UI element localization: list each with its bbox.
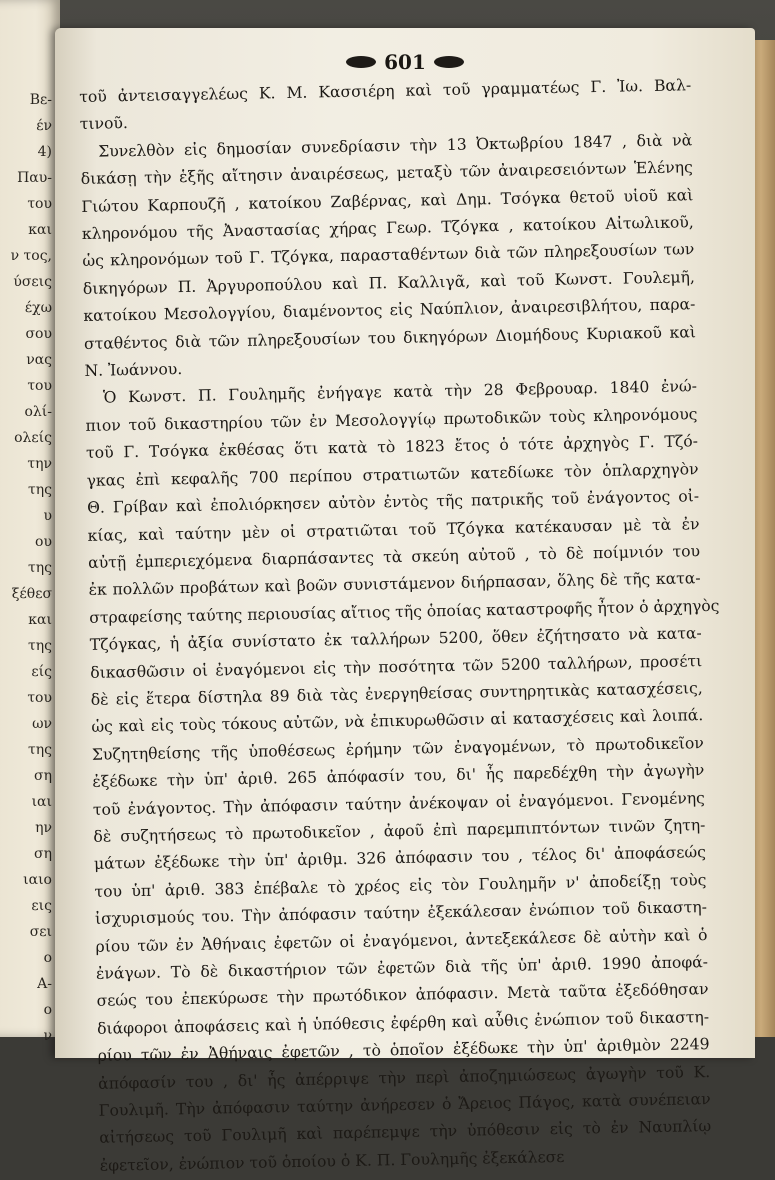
left-page-fragment: ση	[34, 768, 52, 784]
text-line: Συνελθὸν εἰς δημοσίαν συνεδρίασιν τὴν 13 Ὀκτωβρίου 1847 , διὰ νὰ	[98, 131, 693, 161]
text-line: αἰτήσεως τοῦ Γουλιμῆ καὶ παρέπεμψε τὴν ὑπόθεσιν εἰς τὸ ἐν Ναυπλίῳ	[99, 1117, 712, 1148]
left-page-fragment: Βε-	[29, 92, 52, 108]
text-line: ὡς καὶ εἰς τοὺς τόκους αὐτῶν, νὰ ἐπικυρωθῶσιν αἱ κατασχέσεις καὶ λοιπά.	[91, 706, 704, 737]
left-page-fragment: σου	[25, 326, 52, 342]
paragraph	[80, 127, 697, 385]
text-line: δικάσῃ τὴν ἑξῆς αἴτησιν ἀναιρέσεως, μεταξὺ τῶν ἀναιρεσειόντων Ἑλένης	[80, 158, 693, 189]
text-line: κληρονόμου τῆς Ἀναστασίας χήρας Γεωρ. Τζόγκα , κατοίκου Αἰτωλικοῦ,	[81, 213, 694, 244]
left-page-fragment: εις	[31, 898, 52, 914]
text-line: Συζητηθείσης τῆς ὑποθέσεως ἐρήμην τῶν ἐναγομένων, τὸ πρωτοδικεῖον	[91, 733, 704, 764]
left-page-fragment: της	[28, 742, 52, 758]
left-page-fragment: ολείς	[14, 430, 52, 446]
left-page-fragment: ύσεις	[13, 274, 52, 290]
left-page-fragment: Α-	[37, 976, 52, 992]
left-page-fragment: ο	[43, 1002, 52, 1018]
text-line: δικασθῶσιν οἱ ἐναγόμενοι εἰς τὴν ποσότητα τῶν 5200 ταλλήρων, προσέτι	[90, 651, 703, 682]
text-line: σεώς του ἐπεκύρωσε τὴν πρωτόδικον ἀπόφασιν. Μετὰ ταῦτα ἐξεδόθησαν	[96, 980, 709, 1011]
left-page-fragment: της	[28, 482, 52, 498]
text-line: αὐτῇ ἐμπεριεχόμενα διαρπάσαντες τὰ σκεύη αὐτοῦ , τὸ δὲ ποίμνιόν του	[88, 542, 701, 572]
left-page-fragment: ο	[43, 950, 52, 966]
left-page-fragment: Παυ-	[17, 170, 52, 186]
left-page-fragment: ση	[34, 846, 52, 862]
text-line: ρίου τῶν ἐν Ἀθήναις ἐφετῶν , τὸ ὁποῖον ἐξέδωκε τὴν ὑπ' ἀριθμὸν 2249	[97, 1035, 710, 1066]
text-line: ἐνάγων. Τὸ δὲ δικαστήριον τῶν ἐφετῶν διὰ τῆς ὑπ' ἀριθ. 1990 ἀποφά-	[95, 953, 709, 983]
left-page-fragment: ιαιο	[23, 872, 52, 888]
text-line: πιον τοῦ δικαστηρίου τῶν ἐν Μεσολογγίῳ πρωτοδικῶν τοὺς κληρονόμους	[85, 405, 698, 435]
text-line: ἐφετεῖον, ἐνώπιον τοῦ ὁποίου ὁ Κ. Π. Γουλημῆς ἐξεκάλεσε	[99, 1147, 565, 1175]
left-page-fragment: της	[28, 638, 52, 654]
left-page-fragment: του	[27, 690, 52, 706]
left-page	[0, 0, 60, 1044]
ornament-left-icon	[346, 56, 376, 68]
paragraph	[85, 374, 720, 1180]
left-page-fragment: ν	[43, 1028, 52, 1044]
left-page-fragment: και	[28, 612, 52, 628]
left-page-fragment: έχω	[24, 300, 52, 316]
text-line: του ὑπ' ἀριθ. 383 ἐπέβαλε τὸ χρέος εἰς τὸν Γουλημῆν ν' ἀποδείξῃ τοὺς	[94, 870, 707, 901]
text-line: τοῦ ἐνάγοντος. Τὴν ἀπόφασιν ταύτην ἀνέκοψαν οἱ ἐναγόμενοι. Γενομένης	[92, 788, 705, 819]
ornament-right-icon	[434, 56, 464, 68]
text-line: στραφείσης ταύτης περιουσίας αἴτιος τῆς ὁποίας καταστροφῆς ἦτον ὁ ἀρχηγὸς	[89, 596, 720, 627]
left-page-fragment: ιαι	[31, 794, 52, 810]
left-page-fragment: την	[27, 456, 52, 472]
left-page-fragment: ην	[35, 820, 52, 836]
book-page	[55, 28, 755, 1175]
text-line: γκας ἐπὶ κεφαλῆς 700 περίπου στρατιωτῶν κατεδίωκε τὸν ὁπλαρχηγὸν	[86, 459, 699, 490]
left-page-fragment: του	[27, 196, 52, 212]
left-page-fragment: του	[27, 378, 52, 394]
left-page-fragment: 4)	[37, 144, 52, 160]
text-line: μάτων ἐξέδωκε τὴν ὑπ' ἀριθμ. 326 ἀπόφασιν του , τέλος δι' ἀποφάσεώς	[93, 843, 707, 874]
left-page-fragment: και	[28, 222, 52, 238]
text-line: δικηγόρων Π. Ἀργυροπούλου καὶ Π. Καλλιγᾶ, καὶ τοῦ Κωνστ. Γουλεμῆ,	[82, 268, 695, 298]
page-number: 601	[384, 50, 426, 74]
text-line: διάφοροι ἀποφάσεις καὶ ἡ ὑπόθεσις ἐφέρθη καὶ αὖθις ἐνώπιον τοῦ δικαστη-	[96, 1007, 710, 1038]
text-line: Ν. Ἰωάννου.	[84, 360, 183, 381]
text-line: ρίου τῶν ἐν Ἀθήναις ἐφετῶν οἱ ἐναγόμενοι, ἀντεξεκάλεσε δὲ αὐτὴν καὶ ὁ	[95, 925, 708, 956]
left-page-fragment: ων	[32, 716, 52, 732]
text-line: δὲ συζητήσεως τὸ πρωτοδικεῖον , ἀφοῦ ἐπὶ παρεμπιπτόντων τινῶν ζητη-	[93, 816, 706, 846]
left-page-fragment: ν τος,	[10, 248, 52, 264]
text-line: Τζόγκας, ἡ ἀξία συνίστατο ἐκ ταλλήρων 5200, ὅθεν ἐζήτησατο νὰ κατα-	[89, 624, 702, 655]
text-line: Γιώτου Καρπουζῆ , κατοίκου Ζαβέρνας, καὶ Δημ. Τσόγκα θετοῦ υἱοῦ καὶ	[81, 185, 694, 216]
left-page-fragment: της	[28, 560, 52, 576]
text-line: τοῦ ἀντεισαγγελέως Κ. Μ. Κασσιέρη καὶ τοῦ γραμματέως Γ. Ἰω. Βαλ-	[79, 76, 692, 106]
text-line: ἐξέδωκε τὴν ὑπ' ἀριθ. 265 ἀπόφασίν του, δι' ἧς παρεδέχθη τὴν ἀγωγὴν	[92, 761, 705, 792]
text-line: κατοίκου Μεσολογγίου, διαμένοντος εἰς Ναύπλιον, ἀναιρεσιβλήτου, παρα-	[83, 295, 696, 326]
text-line: τοῦ Γ. Τσόγκα ἐκθέσας ὅτι κατὰ τὸ 1823 ἔτος ὁ τότε ἀρχηγὸς Γ. Τζό-	[85, 432, 699, 463]
text-line: δὲ εἰς ἕτερα δίστηλα 89 διὰ τὰς ἐνεργηθείσας συντηρητικὰς κατασχέσεις,	[90, 679, 703, 709]
text-line: Θ. Γρίβαν καὶ ἐπολιόρκησεν αὐτὸν ἐντὸς τῆς πατρικῆς τοῦ ἐνάγοντος οἰ-	[86, 487, 700, 518]
left-page-fragment: έν	[36, 118, 52, 134]
left-page-fragment: νας	[26, 352, 52, 368]
text-line: ὡς κληρονόμων τοῦ Γ. Τζόγκα, παρασταθέντων διὰ τῶν πληρεξουσίων των	[82, 240, 695, 271]
left-page-fragment: ου	[35, 534, 52, 550]
text-line: ἐκ πολλῶν προβάτων καὶ βοῶν συνιστάμενον διήρπασαν, ὅλης δὲ τῆς κατα-	[88, 569, 701, 600]
text-line: Γουλιμῆ. Τὴν ἀπόφασιν ταύτην ἀνήρεσεν ὁ Ἄρειος Πάγος, κατὰ συνέπειαν	[98, 1090, 711, 1120]
text-line: ἰσχυρισμούς του. Τὴν ἀπόφασιν ταύτην ἐξεκάλεσαν ἐνώπιον τοῦ δικαστη-	[94, 898, 708, 929]
page-header	[55, 48, 755, 76]
left-page-fragment: ξέθεσ	[11, 586, 52, 602]
text-line: τινοῦ.	[79, 114, 128, 134]
left-page-fragment: ολί-	[24, 404, 52, 420]
left-page-fragment: υ	[43, 508, 52, 524]
left-page-fragment: σει	[29, 924, 52, 940]
text-line: σταθέντος διὰ τῶν πληρεξουσίων του δικηγόρων Διομήδους Κυριακοῦ καὶ	[83, 322, 697, 353]
text-line: ἀπόφασίν του , δι' ἧς ἀπέρριψε τὴν περὶ ἀποζημιώσεως ἀγωγὴν τοῦ Κ.	[98, 1062, 711, 1093]
text-body	[79, 72, 720, 1180]
text-line: Ὁ Κωνστ. Π. Γουλημῆς ἐνήγαγε κατὰ τὴν 28 Φεβρουαρ. 1840 ἐνώ-	[102, 377, 698, 408]
left-page-fragment: είς	[31, 664, 52, 680]
text-line: κίας, καὶ ταύτην μὲν οἱ στρατιῶται τοῦ Τζόγκα κατέκαυσαν μὲ τὰ ἐν	[87, 514, 700, 545]
